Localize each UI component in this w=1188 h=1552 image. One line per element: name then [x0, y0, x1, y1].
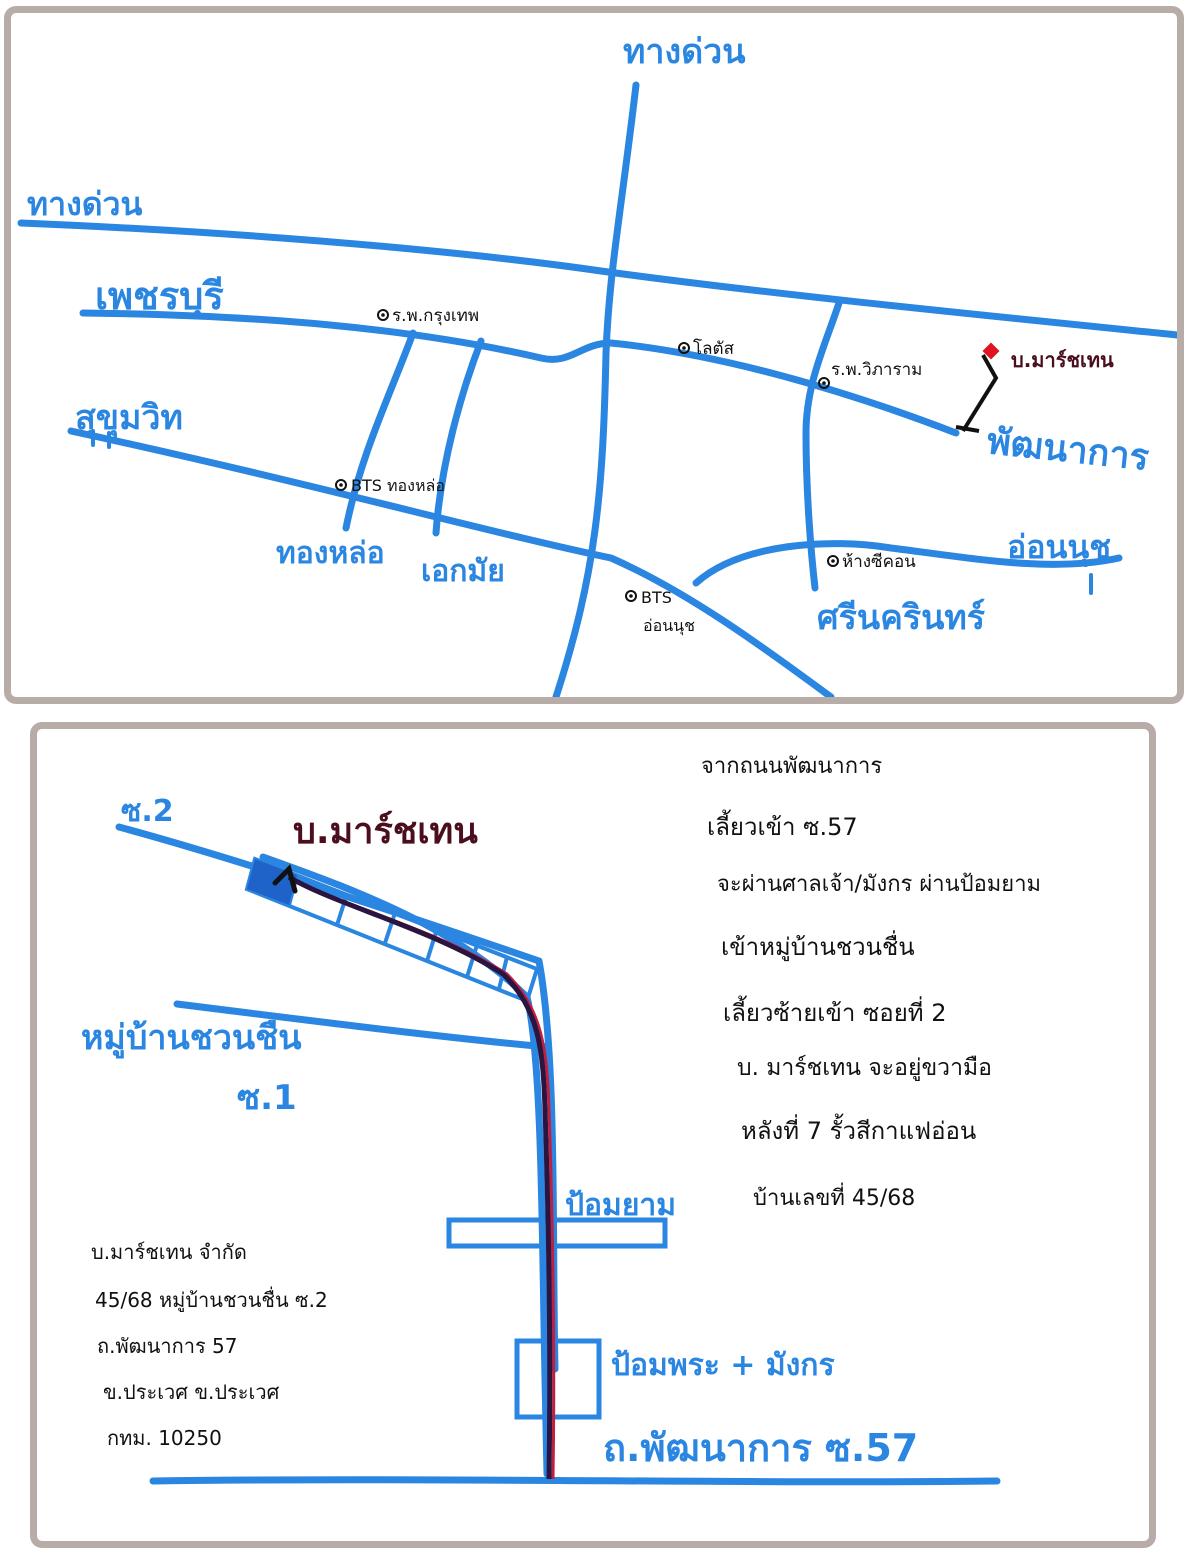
label-shrine: ป้อมพระ + มังกร: [611, 1348, 835, 1383]
label-srinakarin: ศรีนครินทร์: [817, 598, 986, 638]
address-line: บ.มาร์ชเทน จำกัด: [91, 1240, 247, 1264]
label-guardhouse: ป้อมยาม: [565, 1188, 677, 1223]
direction-line: เข้าหมู่บ้านชวนชื่น: [721, 933, 915, 961]
label-phetchaburi: เพชรบุรี: [95, 274, 224, 318]
location-dot-center: [822, 381, 826, 385]
poi-label: BTS ทองหล่อ: [351, 476, 445, 495]
detail-map: [37, 729, 1149, 1541]
thonglor-road: [346, 333, 413, 528]
label-sukhumvit: สุขุมวิท: [75, 398, 183, 438]
poi-label: ร.พ.วิภาราม: [831, 360, 923, 380]
address-line: กทม. 10250: [107, 1426, 222, 1450]
route-path: [289, 877, 550, 1479]
directions-notes: [701, 754, 1041, 1211]
label-company: บ.มาร์ชเทน: [293, 811, 478, 852]
label-pattanakarn: พัฒนาการ: [985, 421, 1151, 479]
label-soi1: ซ.1: [237, 1078, 297, 1118]
label-ekkamai: เอกมัย: [421, 554, 505, 589]
address-line: ข.ประเวศ ข.ประเวศ: [103, 1380, 280, 1404]
location-dot-center: [339, 483, 343, 487]
direction-line: เลี้ยวซ้ายเข้า ซอยที่ 2: [723, 999, 947, 1027]
poi-label: ห้างซีคอน: [842, 552, 916, 572]
location-dot-center: [381, 313, 385, 317]
detail-map-panel: [30, 722, 1156, 1548]
direction-line: บ้านเลขที่ 45/68: [753, 1186, 916, 1211]
destination-route-base: [956, 427, 979, 431]
phetchaburi-road: [83, 313, 956, 433]
location-dot-center: [682, 346, 686, 350]
address-line: 45/68 หมู่บ้านชวนชื่น ซ.2: [95, 1288, 328, 1312]
poi-bts-thonglor: [336, 476, 445, 495]
label-main-road: ถ.พัฒนาการ ซ.57: [603, 1426, 919, 1470]
area-map: [11, 13, 1177, 697]
label-village: หมู่บ้านชวนชื่น: [81, 1018, 302, 1058]
location-dot-center: [629, 594, 633, 598]
area-map-panel: [4, 6, 1184, 704]
label-thonglor: ทองหล่อ: [276, 536, 385, 571]
poi-label-line1: BTS: [641, 588, 672, 607]
destination-route: [963, 355, 996, 431]
location-dot-center: [831, 559, 835, 563]
expressway-north-road: [556, 85, 636, 697]
label-expressway-west: ทางด่วน: [27, 185, 143, 223]
label-destination: บ.มาร์ชเทน: [1011, 348, 1114, 372]
poi-label: ร.พ.กรุงเทพ: [392, 306, 480, 326]
poi-vibharam-hospital: [819, 360, 922, 388]
poi-label: โลตัส: [693, 339, 734, 359]
direction-line: หลังที่ 7 รั้วสีกาแฟอ่อน: [741, 1117, 977, 1145]
direction-line: บ. มาร์ชเทน จะอยู่ขวามือ: [737, 1055, 992, 1081]
poi-label-line2: อ่อนนุช: [643, 616, 695, 635]
poi-bangkok-hospital: [378, 306, 479, 326]
label-onnut: อ่อนนุช: [1007, 528, 1111, 566]
pattanakarn-soi57-road: [153, 1480, 997, 1482]
label-expressway-north: ทางด่วน: [623, 32, 746, 72]
address-line: ถ.พัฒนาการ 57: [97, 1334, 238, 1358]
direction-line: เลี้ยวเข้า ซ.57: [707, 813, 858, 841]
label-soi2: ซ.2: [121, 794, 174, 829]
poi-seacon: [828, 552, 916, 572]
address-notes: [91, 1240, 328, 1450]
direction-line: จะผ่านศาลเจ้า/มังกร ผ่านป้อมยาม: [717, 872, 1042, 897]
ekkamai-road: [436, 341, 481, 533]
direction-line: จากถนนพัฒนาการ: [701, 754, 883, 779]
